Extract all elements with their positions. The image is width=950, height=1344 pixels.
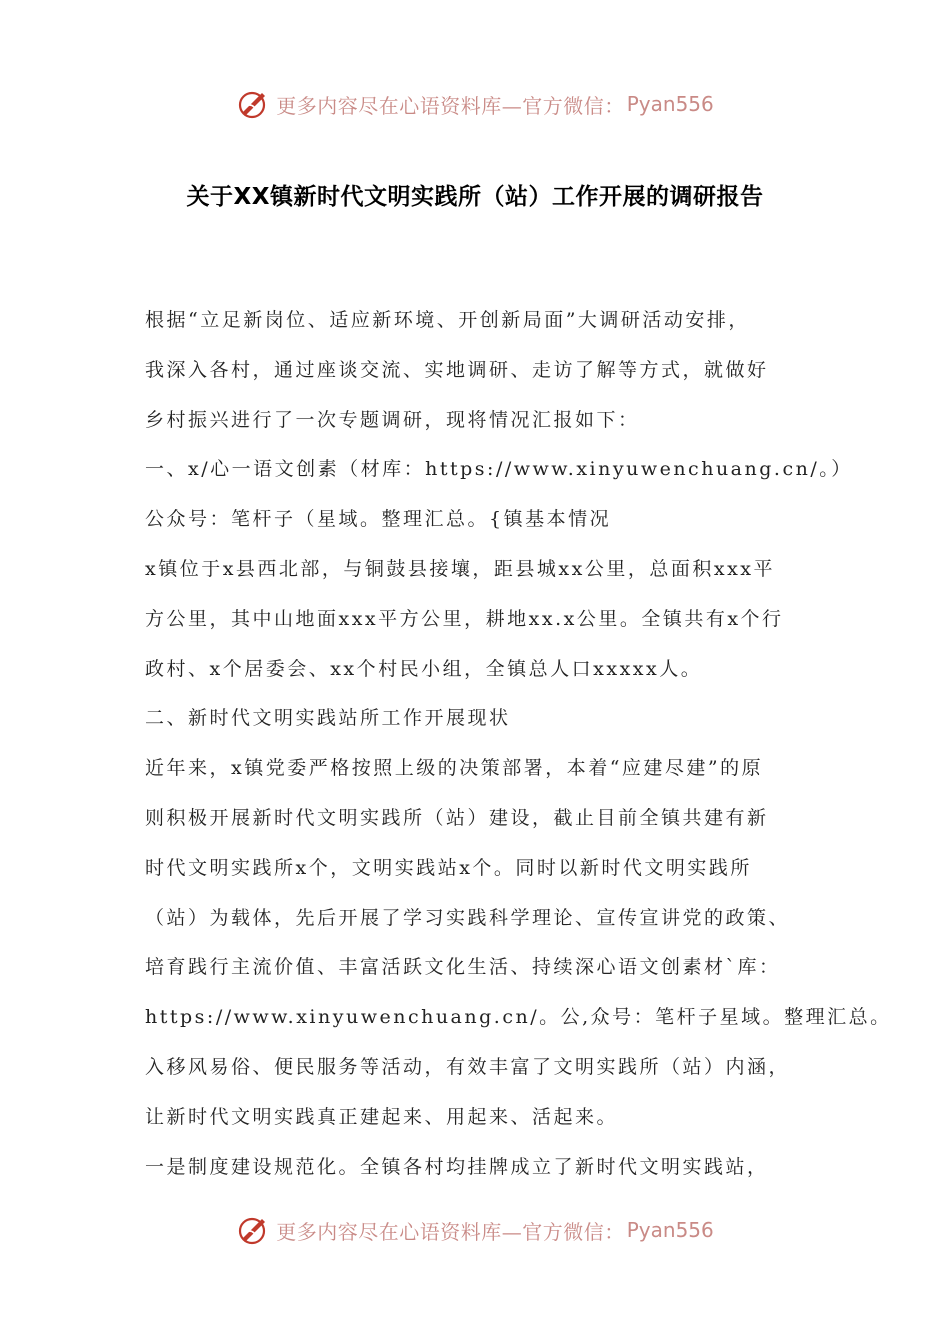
banner-text: 更多内容尽在心语资料库—官方微信： (276, 93, 625, 118)
body-line: 培育践行主流价值、丰富活跃文化生活、持续深心语文创素材`库： (145, 956, 781, 979)
document-title: 关于XX镇新时代文明实践所（站）工作开展的调研报告 (186, 184, 764, 210)
document-body (145, 296, 892, 1192)
body-line: 近年来，x镇党委严格按照上级的决策部署，本着“应建尽建”的原 (145, 757, 764, 780)
body-line: 政村、x个居委会、xx个村民小组，全镇总人口xxxxx人。 (145, 657, 703, 680)
banner-wechat-id: Pyan556 (626, 92, 714, 116)
body-line: x镇位于x县西北部，与铜鼓县接壤，距县城xx公里，总面积xxx平 (145, 557, 776, 580)
body-line: （站）为载体，先后开展了学习实践科学理论、宣传宣讲党的政策、 (145, 906, 791, 929)
section-heading: 二、新时代文明实践站所工作开展现状 (145, 707, 511, 730)
banner-wechat-id: Pyan556 (626, 1218, 714, 1242)
pen-logo-icon (236, 1213, 270, 1247)
header-watermark-banner (0, 84, 950, 124)
body-line: 乡村振兴进行了一次专题调研，现将情况汇报如下： (145, 408, 640, 431)
body-line: 方公里，其中山地面xxx平方公里，耕地xx.x公里。全镇共有x个行 (145, 607, 784, 630)
body-line: 一是制度建设规范化。全镇各村均挂牌成立了新时代文明实践站， (145, 1155, 769, 1178)
body-line: 我深入各村，通过座谈交流、实地调研、走访了解等方式，就做好 (145, 358, 769, 381)
body-line: 则积极开展新时代文明实践所（站）建设，截止目前全镇共建有新 (145, 806, 769, 829)
body-line-url: https://www.xinyuwenchuang.cn/。公,众号：笔杆子星域。整理汇总。 (145, 1006, 892, 1029)
body-line: 根据“立足新岗位、适应新环境、开创新局面”大调研活动安排， (145, 309, 750, 331)
pen-logo-icon (236, 87, 270, 121)
banner-text: 更多内容尽在心语资料库—官方微信： (276, 1219, 625, 1244)
footer-watermark-banner (0, 1210, 950, 1250)
body-line: 让新时代文明实践真正建起来、用起来、活起来。 (145, 1105, 619, 1128)
body-line: 公众号：笔杆子（星域。整理汇总。{镇基本情况 (145, 508, 612, 531)
body-line: 一、x/心一语文创素（材库：https://www.xinyuwenchuang.cn/。） (145, 458, 853, 481)
body-line: 入移风易俗、便民服务等活动，有效丰富了文明实践所（站）内涵， (145, 1055, 791, 1078)
body-line: 时代文明实践所x个，文明实践站x个。同时以新时代文明实践所 (145, 856, 752, 879)
